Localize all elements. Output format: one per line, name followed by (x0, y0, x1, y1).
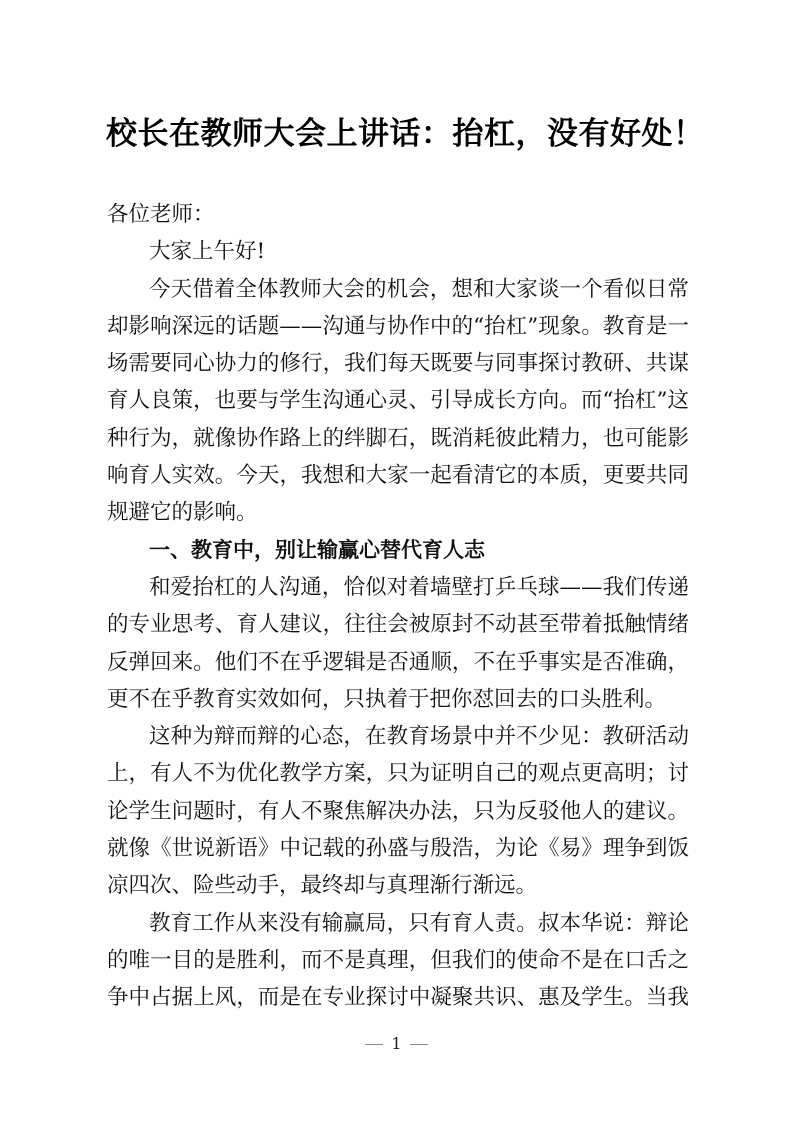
footer-dash-left (365, 1044, 383, 1045)
paragraph-line: 这种为辩而辩的心态，在教育场景中并不少见：教研活动 (149, 724, 689, 750)
paragraph-line: 响育人实效。今天，我想和大家一起看清它的本质，更要共同 (107, 463, 689, 489)
salutation: 各位老师： (107, 202, 215, 227)
paragraph-line: 论学生问题时，有人不聚焦解决办法，只为反驳他人的建议。 (107, 798, 689, 824)
paragraph-line: 却影响深远的话题——沟通与协作中的“抬杠”现象。教育是一 (107, 313, 689, 339)
section-1-paragraph-3 (107, 905, 689, 1017)
paragraph-line: 凉四次、险些动手，最终却与真理渐行渐远。 (107, 873, 538, 899)
page-footer (0, 1034, 793, 1053)
intro-paragraph (107, 271, 689, 532)
paragraph-line: 上，有人不为优化教学方案，只为证明自己的观点更高明；讨 (107, 761, 689, 787)
paragraph-line: 种行为，就像协作路上的绊脚石，既消耗彼此精力，也可能影 (107, 425, 689, 451)
paragraph-line: 和爱抬杠的人沟通，恰似对着墙壁打乒乓球——我们传递 (149, 574, 689, 600)
paragraph-line: 就像《世说新语》中记载的孙盛与殷浩，为论《易》理争到饭 (107, 836, 689, 862)
paragraph-line: 规避它的影响。 (107, 500, 258, 526)
page-number: 1 (391, 1034, 402, 1053)
document-body (107, 196, 689, 1017)
paragraph-line: 的唯一目的是胜利，而不是真理，但我们的使命不是在口舌之 (107, 947, 689, 973)
paragraph-line: 教育工作从来没有输赢局，只有育人责。叔本华说：辩论 (149, 910, 689, 936)
paragraph-line: 的专业思考、育人建议，往往会被原封不动甚至带着抵触情绪 (107, 612, 689, 638)
section-1-paragraph-1 (107, 569, 689, 718)
paragraph-line: 今天借着全体教师大会的机会，想和大家谈一个看似日常 (149, 276, 689, 302)
footer-dash-right (410, 1044, 428, 1045)
paragraph-line: 更不在乎教育实效如何，只执着于把你怼回去的口头胜利。 (107, 686, 667, 712)
paragraph-line: 反弹回来。他们不在乎逻辑是否通顺，不在乎事实是否准确， (107, 649, 689, 675)
greeting: 大家上午好! (149, 239, 266, 265)
paragraph-line: 育人良策，也要与学生沟通心灵、引导成长方向。而“抬杠”这 (107, 388, 689, 414)
document-title: 校长在教师大会上讲话：抬杠，没有好处！ (106, 116, 705, 152)
section-1-paragraph-2 (107, 718, 689, 904)
paragraph-line: 争中占据上风，而是在专业探讨中凝聚共识、惠及学生。当我 (107, 985, 689, 1011)
section-heading: 一、教育中，别让输赢心替代育人志 (149, 537, 485, 562)
paragraph-line: 场需要同心协力的修行，我们每天既要与同事探讨教研、共谋 (107, 351, 689, 377)
